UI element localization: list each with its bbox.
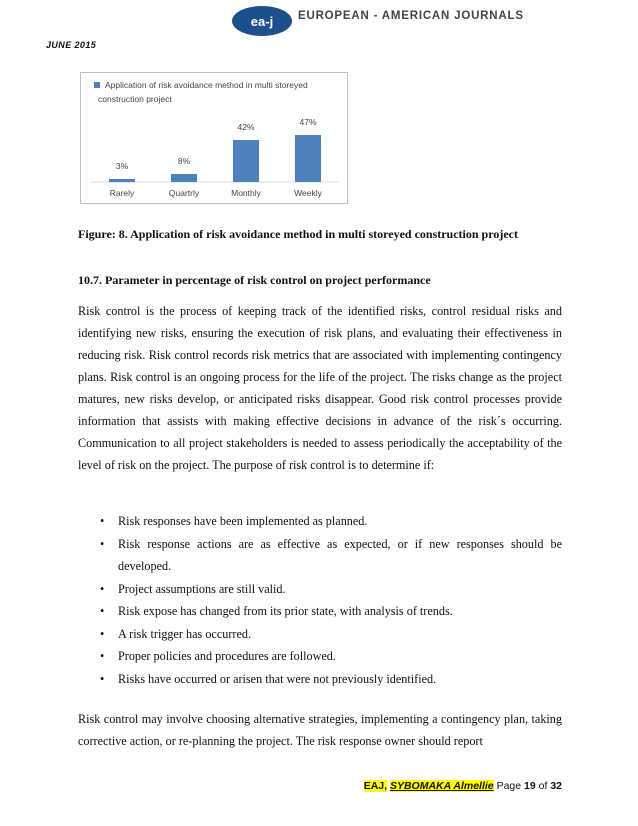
bar-rarely	[109, 179, 135, 182]
list-item-text: A risk trigger has occurred.	[118, 626, 252, 641]
list-item-text: Proper policies and procedures are followed.	[118, 649, 336, 663]
figure-caption: Figure: 8. Application of risk avoidance method in multi storeyed construction project	[78, 227, 518, 241]
journal-name: EUROPEAN - AMERICAN JOURNALS	[298, 10, 524, 22]
list-item-text: Risk response actions are as effective as expected, or if new responses should be developed.	[118, 536, 562, 573]
chart-svg	[81, 73, 347, 203]
paragraph-risk-control: Risk control is the process of keeping track of the identified risks, control residual risks and identifying new risks, ensuring the execution of risk plans, and evaluating their effectiveness in reducing risk. Risk control records risk metrics that are associated with implementing contingency plans. Risk control is an ongoing process for the life of the project. The risks change as the project matures, new risks develop, or anticipated risks disappear. Good risk control processes provide information that assists with making effective decisions in advance of the risk´s occurring. Communication to all project stakeholders is needed to assess periodically the acceptability of the level of risk on the project. The purpose of risk control is to determine if:	[78, 304, 562, 472]
value-label: 42%	[237, 122, 255, 132]
value-label: 8%	[177, 156, 191, 166]
footer-page-prefix: Page	[496, 780, 522, 792]
bar-weekly	[295, 135, 321, 182]
legend-swatch	[94, 82, 100, 88]
list-item	[98, 645, 562, 668]
legend-line-2: construction project	[98, 94, 172, 104]
issue-month: JUNE 2015	[46, 40, 97, 50]
list-item-text: Risks have occurred or arisen that were not previously identified.	[118, 671, 437, 686]
footer-total-pages: 32	[550, 780, 562, 792]
list-item-text: Project assumptions are still valid.	[118, 581, 286, 596]
list-item-text: Risk expose has changed from its prior state, with analysis of trends.	[118, 604, 453, 618]
footer-page-number: 19	[524, 780, 536, 792]
bullet-list	[98, 510, 562, 690]
page-footer	[364, 780, 562, 792]
bullet-icon: •	[100, 626, 105, 641]
list-item	[98, 578, 562, 601]
footer-journal: EAJ,	[363, 780, 388, 792]
list-item	[98, 510, 562, 533]
legend-line-1: Application of risk avoidance method in multi storeyed	[105, 80, 308, 90]
category-label: Weekly	[294, 188, 322, 198]
category-label: Monthly	[231, 188, 261, 198]
paragraph-risk-control-continued: Risk control may involve choosing alternative strategies, implementing a contingency plan, taking corrective action, or re-planning the project. The risk response owner should report	[78, 712, 562, 748]
bullet-icon: •	[100, 671, 105, 686]
bullet-icon: •	[100, 536, 105, 551]
value-label: 3%	[115, 161, 129, 171]
list-item	[98, 600, 562, 623]
bullet-icon: •	[100, 581, 105, 596]
list-item-text: Risk responses have been implemented as planned.	[118, 514, 368, 528]
bullet-icon: •	[100, 649, 105, 663]
list-item	[98, 623, 562, 646]
journal-logo	[232, 6, 562, 40]
logo-mark	[232, 6, 292, 36]
bar-chart	[80, 72, 348, 204]
footer-author: SYBOMAKA Almellie	[389, 780, 494, 792]
footer-of: of	[538, 780, 548, 792]
bullet-icon: •	[100, 514, 105, 528]
bullet-icon: •	[100, 604, 105, 618]
logo-mark-text: ea-j	[250, 14, 274, 29]
bar-monthly	[233, 140, 259, 182]
category-label: Rarely	[109, 188, 135, 198]
list-item	[98, 668, 562, 691]
list-item	[98, 533, 562, 578]
category-label: Quartrly	[168, 188, 200, 198]
bar-quartrly	[171, 174, 197, 182]
value-label: 47%	[299, 117, 317, 127]
section-heading: 10.7. Parameter in percentage of risk control on project performance	[78, 273, 431, 287]
